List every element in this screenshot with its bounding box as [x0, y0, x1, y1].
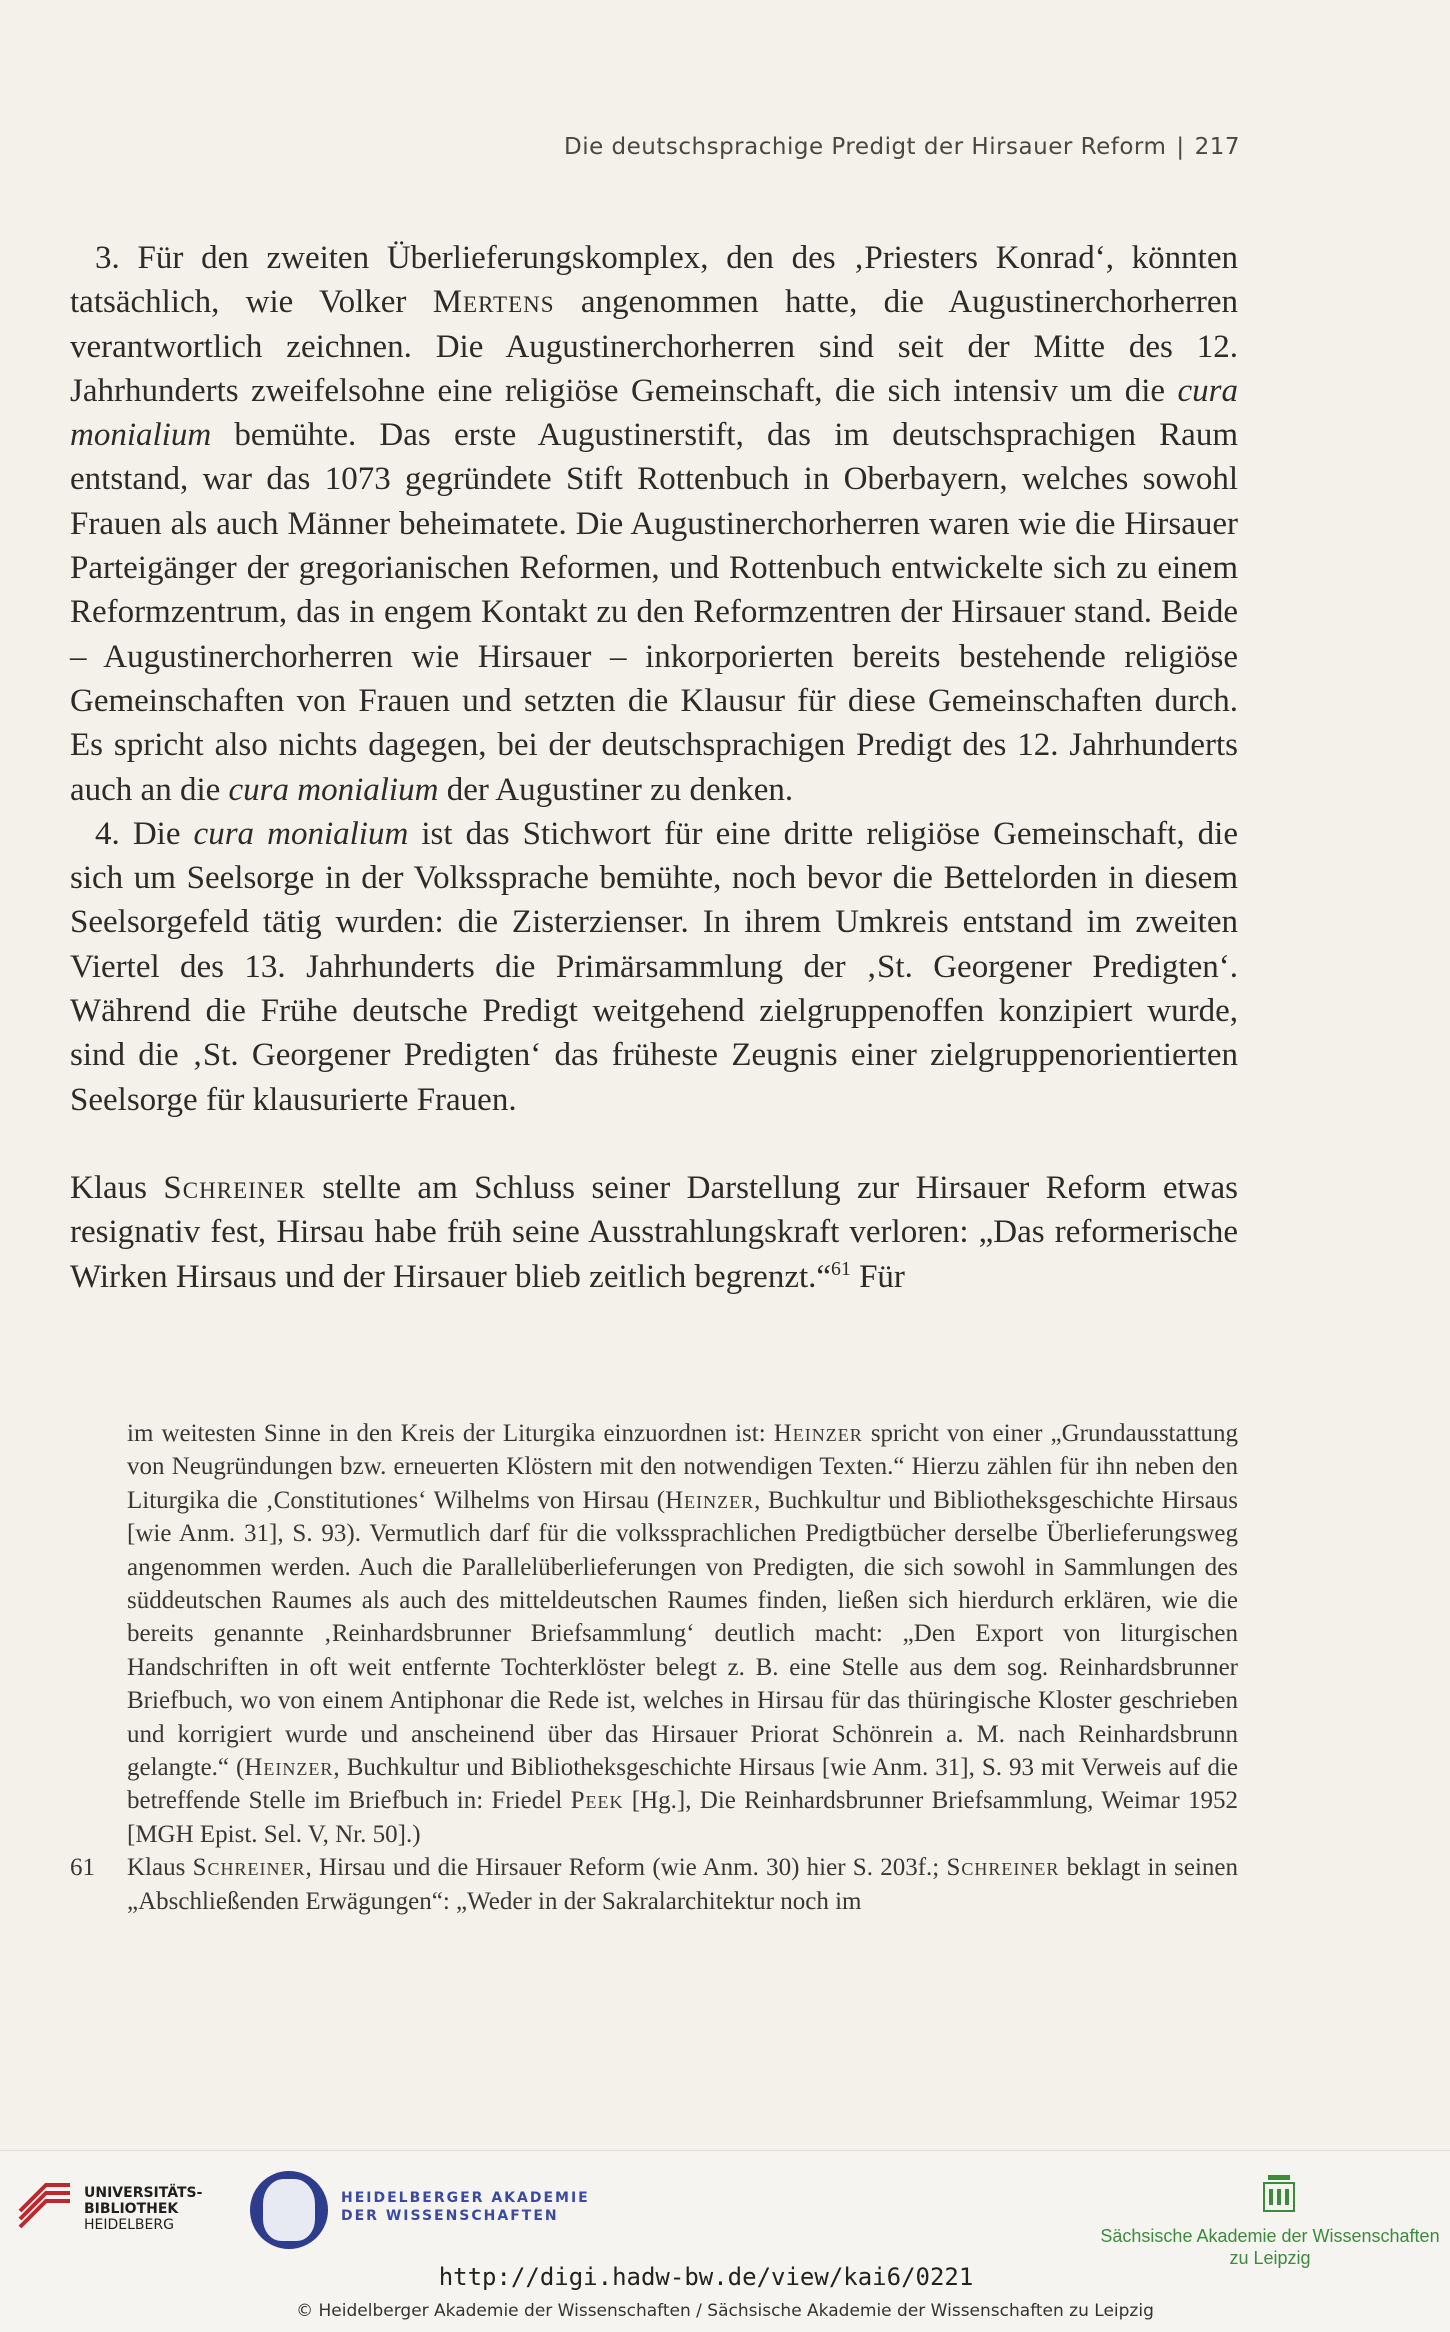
footnote-60-continued: im weitesten Sinne in den Kreis der Liturgika einzuordnen ist: Heinzer spricht von einer „Grundausstattung von Neugründungen bzw. erneuerten Klöstern mit den notwendigen Texten.“ Hierzu zählen für ihn neben den Liturgika die ‚Constitutiones‘ Wilhelms von Hirsau (Heinzer, Buchkultur und Bibliotheksgeschichte Hirsaus [wie Anm. 31], S. 93). Vermutlich darf für die volkssprachlichen Predigtbücher derselbe Überlieferungsweg angenommen werden. Auch die Parallelüberlieferungen von Predigten, die sich sowohl in Sammlungen des süddeutschen Raumes als auch des mitteldeutschen Raumes finden, ließen sich hierdurch erklären, wie die bereits genannte ‚Reinhardsbrunner Briefsammlung‘ deutlich macht: „Den Export von liturgischen Handschriften in oft weit entfernte Tochterklöster belegt z. B. eine Stelle aus dem sog. Reinhardsbrunner Briefbuch, wo von einem Antiphonar die Rede ist, welches in Hirsau für das thüringische Kloster geschrieben und korrigiert wurde und anscheinend über das Hirsauer Priorat Schönrein a. M. nach Reinhardsbrunn gelangte.“ (Heinzer, Buchkultur und Bibliotheksgeschichte Hirsaus [wie Anm. 31], S. 93 mit Verweis auf die betreffende Stelle im Briefbuch in: Friedel Peek [Hg.], Die Reinhardsbrunner Briefsammlung, Weimar 1952 [MGH Epist. Sel. V, Nr. 50].): [127, 1420, 1238, 1848]
page-number: 217: [1194, 134, 1240, 160]
main-text: [70, 236, 1238, 1299]
saw-leipzig-building-icon[interactable]: [1262, 2173, 1296, 2213]
permalink-url[interactable]: http://digi.hadw-bw.de/view/kai6/0221: [438, 2263, 974, 2291]
footnote-number: 61: [70, 1854, 95, 1882]
author-name: Mertens: [432, 284, 555, 321]
ub-heidelberg-logo-icon[interactable]: [16, 2171, 74, 2231]
author-name: Schreiner: [163, 1169, 306, 1206]
digitization-footer: [0, 2150, 1450, 2332]
paragraph-4: 4. Die cura monialium ist das Stichwort für eine dritte religiöse Gemeinschaft, die sich um Seelsorge in der Volkssprache bemühte, noch bevor die Bettelorden in diesem Seelsorgefeld tätig wurden: die Zisterzienser. In ihrem Umkreis entstand im zweiten Viertel des 13. Jahrhunderts die Primärsammlung der ‚St. Georgener Predigten‘. Während die Frühe deutsche Predigt weitgehend zielgruppenoffen konzipiert wurde, sind die ‚St. Georgener Predigten‘ das früheste Zeugnis einer zielgruppenorientierten Seelsorge für klausurierte Frauen.: [70, 815, 1238, 1118]
italic-term: cura monialium: [193, 815, 409, 852]
italic-term: cura monialium: [70, 372, 1238, 454]
footnote-ref-61: 61: [831, 1257, 851, 1280]
footnote-text: Klaus Schreiner, Hirsau und die Hirsauer Reform (wie Anm. 30) hier S. 203f.; Schreiner beklagt in seinen „Abschließenden Erwägungen“: „Weder in der Sakralarchitektur noch im: [127, 1854, 1239, 1915]
paragraph-5: Klaus Schreiner stellte am Schluss seiner Darstellung zur Hirsauer Reform etwas resignativ fest, Hirsau habe früh seine Ausstrahlungskraft verloren: „Das reformerische Wirken Hirsaus und der Hirsauer blieb zeitlich begrenzt.“$^{61}$ Für: [70, 1169, 1238, 1295]
ub-heidelberg-logo-text[interactable]: UNIVERSITÄTS- BIBLIOTHEK HEIDELBERG: [84, 2185, 203, 2233]
footnotes: [70, 1417, 1238, 1918]
paragraph-3: 3. Für den zweiten Überlieferungskomplex, den des ‚Priesters Konrad‘, könnten tatsächlich, wie Volker Mertens angenommen hatte, die Augustinerchorherren verantwortlich zeichnen. Die Augustinerchorherren sind seit der Mitte des 12. Jahrhunderts zweifelsohne eine religiöse Gemeinschaft, die sich intensiv um die cura monialium bemühte. Das erste Augustinerstift, das im deutschsprachigen Raum entstand, war das 1073 gegründete Stift Rottenbuch in Oberbayern, welches sowohl Frauen als auch Männer beheimatete. Die Augustinerchorherren waren wie die Hirsauer Parteigänger der gregorianischen Reformen, und Rottenbuch entwickelte sich zu einem Reformzentrum, das in engem Kontakt zu den Reformzentren der Hirsauer stand. Beide – Augustinerchorherren wie Hirsauer – inkorporierten bereits bestehende religiöse Gemeinschaften von Frauen und setzten die Klausur für diese Gemeinschaften durch. Es spricht also nichts dagegen, bei der deutschsprachigen Predigt des 12. Jahrhunderts auch an die cura monialium der Augustiner zu denken.: [70, 240, 1238, 808]
footnote-61: [70, 1851, 1238, 1918]
copyright-notice: © Heidelberger Akademie der Wissenschaften / Sächsische Akademie der Wissenschaften zu Leipzig: [296, 2301, 1154, 2321]
hadw-logo-text[interactable]: HEIDELBERGER AKADEMIE DER WISSENSCHAFTEN: [341, 2190, 590, 2224]
running-head: [70, 134, 1240, 160]
hadw-seal-icon[interactable]: [250, 2171, 328, 2249]
saw-leipzig-logo-text[interactable]: Sächsische Akademie der Wissenschaften zu Leipzig: [1100, 2226, 1440, 2268]
italic-term: cura monialium: [228, 771, 439, 808]
running-head-separator: |: [1176, 134, 1185, 160]
running-head-title: Die deutschsprachige Predigt der Hirsauer Reform: [563, 134, 1167, 160]
